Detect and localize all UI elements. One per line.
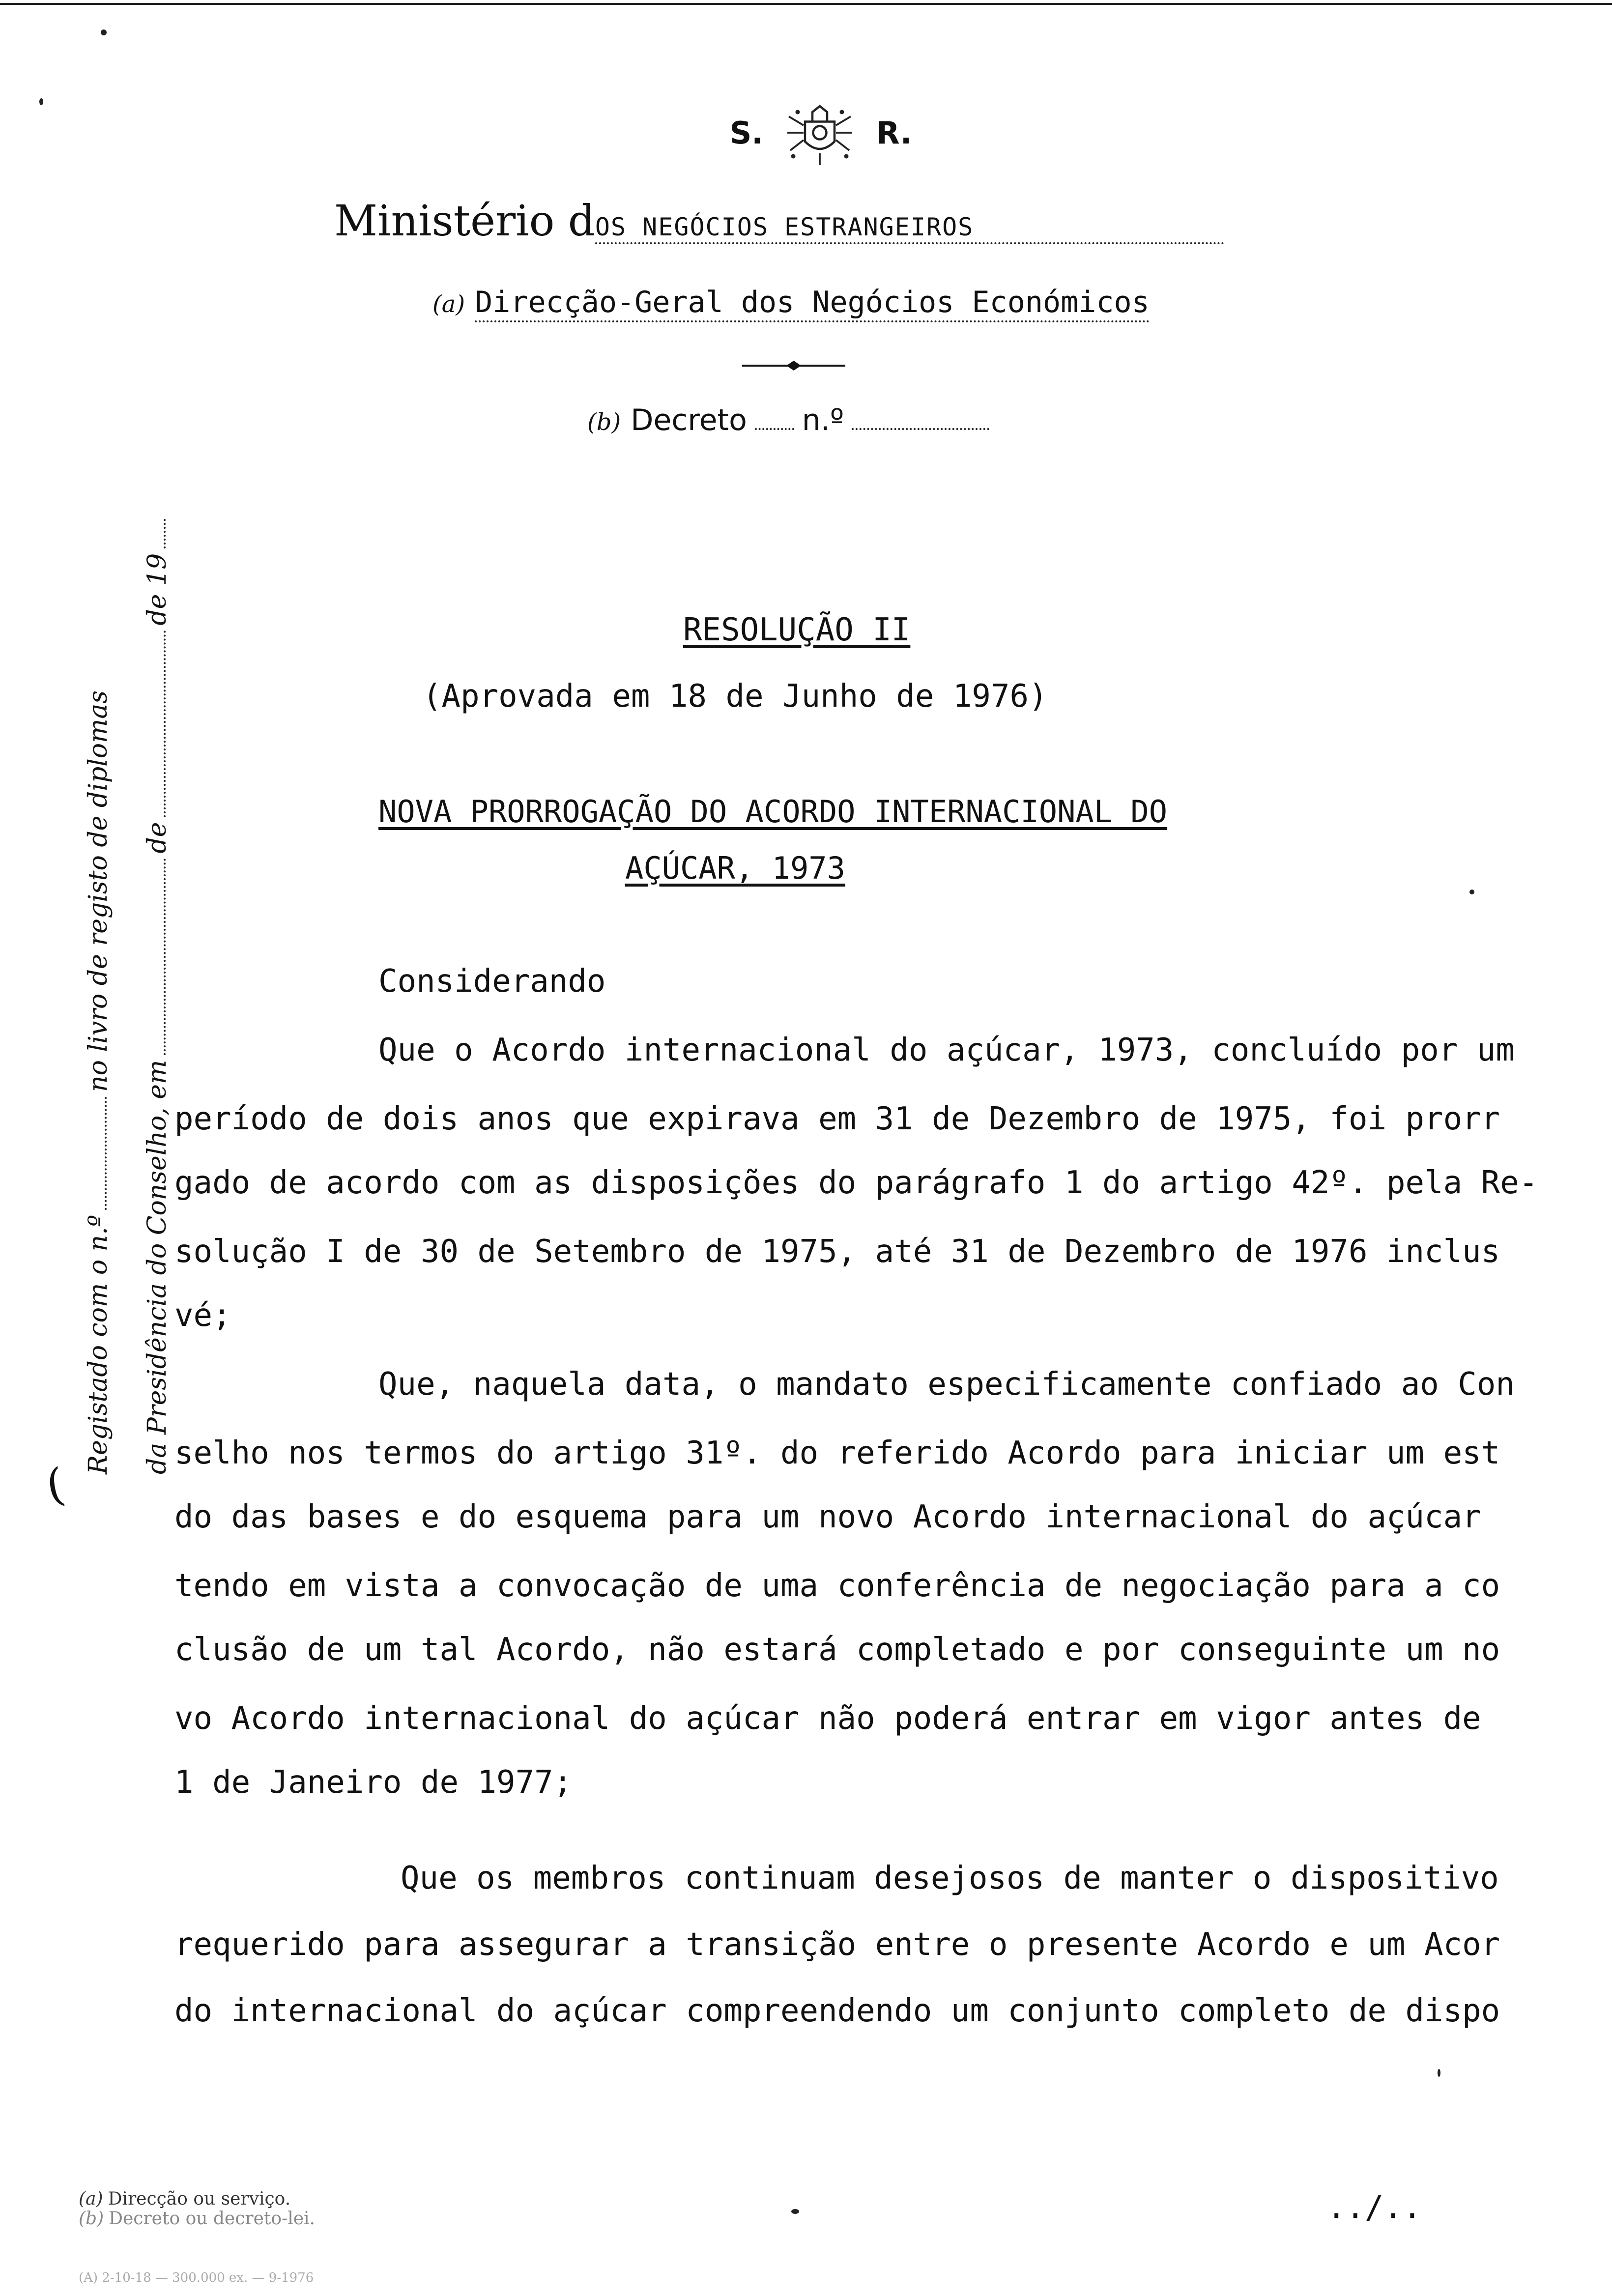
resolution-title: RESOLUÇÃO II bbox=[683, 612, 911, 648]
approval-date: (Aprovada em 18 de Junho de 1976) bbox=[423, 678, 1048, 715]
subject-title-line-2: AÇÚCAR, 1973 bbox=[625, 850, 845, 886]
margin-year-label: de 19 bbox=[143, 553, 172, 626]
decreto-label: Decreto bbox=[631, 403, 747, 437]
body-line: Que, naquela data, o mandato especificamente confiado ao Con bbox=[378, 1366, 1515, 1403]
body-line: tendo em vista a convocação de uma conferência de negociação para a co bbox=[174, 1568, 1500, 1604]
margin-number-field bbox=[85, 1097, 107, 1210]
direccao-value: Direcção-Geral dos Negócios Económicos bbox=[475, 285, 1150, 322]
body-line: gado de acordo com as disposições do parágrafo 1 do artigo 42º. pela Re- bbox=[174, 1165, 1538, 1201]
sr-right-letter: R. bbox=[876, 115, 912, 151]
direccao-line bbox=[432, 285, 1150, 319]
considerando-heading: Considerando bbox=[378, 963, 606, 1000]
ministry-name-field: OS NEGÓCIOS ESTRANGEIROS bbox=[595, 213, 1224, 244]
form-footnotes bbox=[79, 2189, 315, 2229]
margin-bracket: ( bbox=[42, 1458, 68, 1513]
sr-left-letter: S. bbox=[729, 115, 763, 151]
margin-registado-label: Registado com o n.º bbox=[84, 1214, 113, 1474]
margin-row-2 bbox=[143, 514, 172, 1474]
scan-speck bbox=[101, 29, 107, 35]
body-line: solução I de 30 de Setembro de 1975, até 31 de Dezembro de 1976 inclus bbox=[174, 1234, 1500, 1270]
subject-title-line-1: NOVA PRORROGAÇÃO DO ACORDO INTERNACIONAL DO bbox=[378, 794, 1168, 830]
scan-speck bbox=[1438, 2069, 1440, 2077]
top-border-line bbox=[0, 3, 1612, 5]
margin-de-label: de bbox=[143, 822, 172, 854]
body-line: Que o Acordo internacional do açúcar, 1973, concluído por um bbox=[378, 1032, 1515, 1068]
registration-margin-note bbox=[69, 553, 197, 1474]
state-header bbox=[693, 98, 949, 167]
scan-speck bbox=[791, 2209, 799, 2214]
decreto-marker: (b) bbox=[587, 408, 621, 436]
body-line: requerido para assegurar a transição entre o presente Acordo e um Acor bbox=[174, 1926, 1500, 1963]
margin-year-field bbox=[144, 519, 166, 548]
body-line: 1 de Janeiro de 1977; bbox=[174, 1764, 573, 1801]
body-line: vo Acordo internacional do açúcar não poderá entrar em vigor antes de bbox=[174, 1700, 1481, 1737]
margin-row-1 bbox=[84, 690, 113, 1474]
body-line: selho nos termos do artigo 31º. do referido Acordo para iniciar um est bbox=[174, 1435, 1500, 1471]
body-line: clusão de um tal Acordo, não estará completado e por conseguinte um no bbox=[174, 1632, 1500, 1668]
margin-livro-label: no livro de registo de diplomas bbox=[84, 690, 113, 1092]
decreto-blank-field bbox=[755, 403, 794, 430]
margin-day-field bbox=[144, 859, 166, 1055]
margin-presidencia-label: da Presidência do Conselho, em bbox=[143, 1060, 172, 1474]
decreto-n-label: n.º bbox=[802, 403, 844, 437]
ministry-heading bbox=[334, 197, 1224, 246]
body-line: do das bases e do esquema para um novo Acordo internacional do açúcar bbox=[174, 1499, 1481, 1535]
coat-of-arms-icon bbox=[783, 96, 857, 170]
footnote-b: (b) Decreto ou decreto-lei. bbox=[79, 2209, 315, 2229]
decreto-line bbox=[587, 403, 997, 437]
body-line: Que os membros continuam desejosos de manter o dispositivo bbox=[401, 1860, 1499, 1896]
footnote-a: (a) Direcção ou serviço. bbox=[79, 2189, 291, 2209]
decreto-number-field bbox=[852, 403, 989, 430]
margin-month-field bbox=[144, 631, 166, 817]
body-line: período de dois anos que expirava em 31 de Dezembro de 1975, foi prorr bbox=[174, 1101, 1500, 1137]
diamond-divider bbox=[742, 360, 845, 371]
ministry-prefix: Ministério d bbox=[334, 197, 595, 246]
printer-imprint: (A) 2-10-18 — 300.000 ex. — 9-1976 bbox=[79, 2270, 314, 2285]
body-line: do internacional do açúcar compreendendo um conjunto completo de dispo bbox=[174, 1993, 1500, 2029]
continuation-mark: ../.. bbox=[1327, 2189, 1422, 2226]
direccao-marker: (a) bbox=[432, 290, 465, 318]
body-line: vé; bbox=[174, 1297, 231, 1334]
scan-speck bbox=[39, 98, 43, 105]
scan-speck bbox=[1469, 890, 1474, 894]
